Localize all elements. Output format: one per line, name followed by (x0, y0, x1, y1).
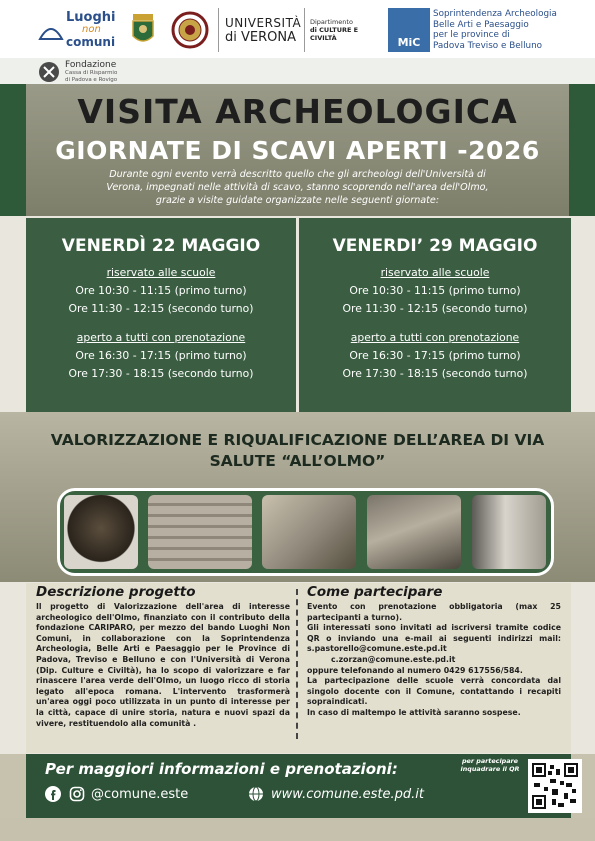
social-handle[interactable]: @comune.este (91, 786, 189, 802)
school-label: riservato alle scuole (380, 266, 490, 279)
day-title: VENERDI’ 29 MAGGIO (332, 236, 538, 256)
section-title-line: VALORIZZAZIONE E RIQUALIFICAZIONE DELL’AREA DI VIA (50, 431, 545, 449)
participate-heading: Come partecipare (307, 584, 443, 600)
day-title: VENERDÌ 22 MAGGIO (61, 236, 261, 256)
coat-of-arms-icon (130, 12, 156, 48)
website-link (248, 786, 424, 802)
participate-text: La partecipazione delle scuole verrà concordata dal singolo docente con il Comune, contattando i recapiti sopraindicati. (307, 676, 561, 707)
bottom-strip (0, 818, 595, 841)
participate-email[interactable]: c.zorzan@comune.este.pd.it (331, 654, 456, 664)
description-text: Il progetto di Valorizzazione dell'area di interesse archeologico dell'Olmo, finanziato con il contributo della fondazione CARIPARO, per mezzo del bando Luoghi Non Comuni, in collaborazione con la Soprintendenza Archeologia, Belle Arti e Paesaggio per le Province di Padova, Treviso e Belluno e con l'Università di Verona (Dip. Culture e Civiltà), ha lo scopo di valorizzare e far rinascere l'area verde dell'Olmo, un luogo ricco di storia legato all'epoca romana. L'intervento trasformerà un'area oggi poco utilizzata in un punto di interesse per la città, capace di unire storia, natura e nuovi spazi da vivere, restituendolo alla comunità . (36, 602, 290, 728)
facebook-icon[interactable] (45, 786, 61, 802)
page-subtitle: GIORNATE DI SCAVI APERTI -2026 (55, 136, 540, 165)
fondazione-icon (38, 61, 60, 83)
time-slot: Ore 10:30 - 11:15 (primo turno) (349, 284, 521, 297)
qr-note-line: inquadrare il QR (460, 764, 520, 773)
fondazione-logo (38, 60, 117, 84)
logo-text: di VERONA (225, 29, 296, 45)
participate-text: In caso di maltempo le attività saranno sospese. (307, 707, 521, 717)
logo-text: Fondazione (65, 60, 117, 70)
univr-logo (218, 8, 300, 52)
qr-code[interactable] (528, 759, 582, 813)
schedule-day-1 (26, 222, 296, 380)
participate-text: Gli interessati sono invitati ad iscriversi tramite codice QR o inviando una e-mail ai seguenti indirizzi mail: s.pastorello@comune.este.pd.it (307, 623, 561, 654)
artifact-photo-relief (148, 495, 252, 569)
section-title-line: SALUTE “ALL’OLMO” (209, 452, 386, 470)
department-logo (304, 8, 386, 52)
dome-icon (38, 17, 64, 43)
artifact-photo-head (64, 495, 138, 569)
intro-text: Durante ogni evento verrà descritto quello che gli archeologi dell'Università di Verona, impegnati nelle attività di scavo, stanno scoprendo nell'area dell'Olmo, grazie a visite guidate organizzate nelle seguenti giornate: (106, 169, 489, 206)
time-slot: Ore 10:30 - 11:15 (primo turno) (75, 284, 247, 297)
artifact-photo-capital (262, 495, 356, 569)
logo-text: di Padova e Rovigo (65, 77, 118, 83)
time-slot: Ore 11:30 - 12:15 (secondo turno) (342, 302, 528, 315)
qr-note (450, 758, 530, 773)
logo-text: Dipartimento (310, 18, 353, 26)
este-coat-of-arms-logo (128, 8, 158, 52)
description-block (36, 584, 290, 729)
footer-side (0, 754, 26, 818)
logo-text: comuni (66, 35, 116, 49)
mic-label: MiC (397, 36, 421, 49)
globe-icon (248, 786, 264, 802)
qr-note-line: per partecipare (461, 757, 519, 765)
schedule-divider (296, 218, 299, 412)
time-slot: Ore 11:30 - 12:15 (secondo turno) (68, 302, 254, 315)
footer-title: Per maggiori informazioni e prenotazioni: (45, 760, 398, 778)
logo-text: Soprintendenza Archeologia (433, 9, 557, 19)
time-slot: Ore 16:30 - 17:15 (primo turno) (349, 349, 521, 362)
time-slot: Ore 17:30 - 18:15 (secondo turno) (342, 367, 528, 380)
mic-badge (388, 8, 430, 52)
instagram-icon[interactable] (69, 786, 85, 802)
logo-text: di CULTURE E CIVILTÀ (310, 26, 359, 42)
logo-text: UNIVERSITÀ (225, 15, 302, 30)
social-links (45, 786, 188, 802)
logo-text: non (82, 24, 101, 35)
logo-text: Luoghi (66, 10, 116, 25)
time-slot: Ore 17:30 - 18:15 (secondo turno) (68, 367, 254, 380)
logo-text: per le province di (433, 30, 510, 40)
school-label: riservato alle scuole (106, 266, 216, 279)
participate-phone: oppure telefonando al numero 0429 617556/584. (307, 665, 523, 675)
description-heading: Descrizione progetto (36, 584, 196, 600)
public-label: aperto a tutti con prenotazione (350, 331, 520, 344)
page-title: VISITA ARCHEOLOGICA (77, 92, 518, 131)
schedule-day-2 (300, 222, 570, 380)
soprintendenza-logo (388, 8, 568, 52)
luoghi-non-comuni-logo (38, 8, 124, 52)
seal-icon (171, 11, 209, 49)
logo-text: Padova Treviso e Belluno (433, 40, 543, 51)
time-slot: Ore 16:30 - 17:15 (primo turno) (75, 349, 247, 362)
seal-logo (170, 8, 210, 52)
artifact-photo-frieze (367, 495, 461, 569)
logo-text: Cassa di Risparmio (65, 70, 118, 76)
section-title (40, 430, 555, 472)
info-separator (296, 589, 298, 739)
public-label: aperto a tutti con prenotazione (76, 331, 246, 344)
website-url[interactable]: www.comune.este.pd.it (271, 786, 424, 802)
qr-code-icon (530, 761, 580, 811)
participate-block (307, 584, 561, 719)
participate-text: Evento con prenotazione obbligatoria (max 25 partecipanti a turno). (307, 602, 561, 622)
artifact-photo-column (472, 495, 546, 569)
logo-text: Belle Arti e Paesaggio (433, 19, 529, 30)
